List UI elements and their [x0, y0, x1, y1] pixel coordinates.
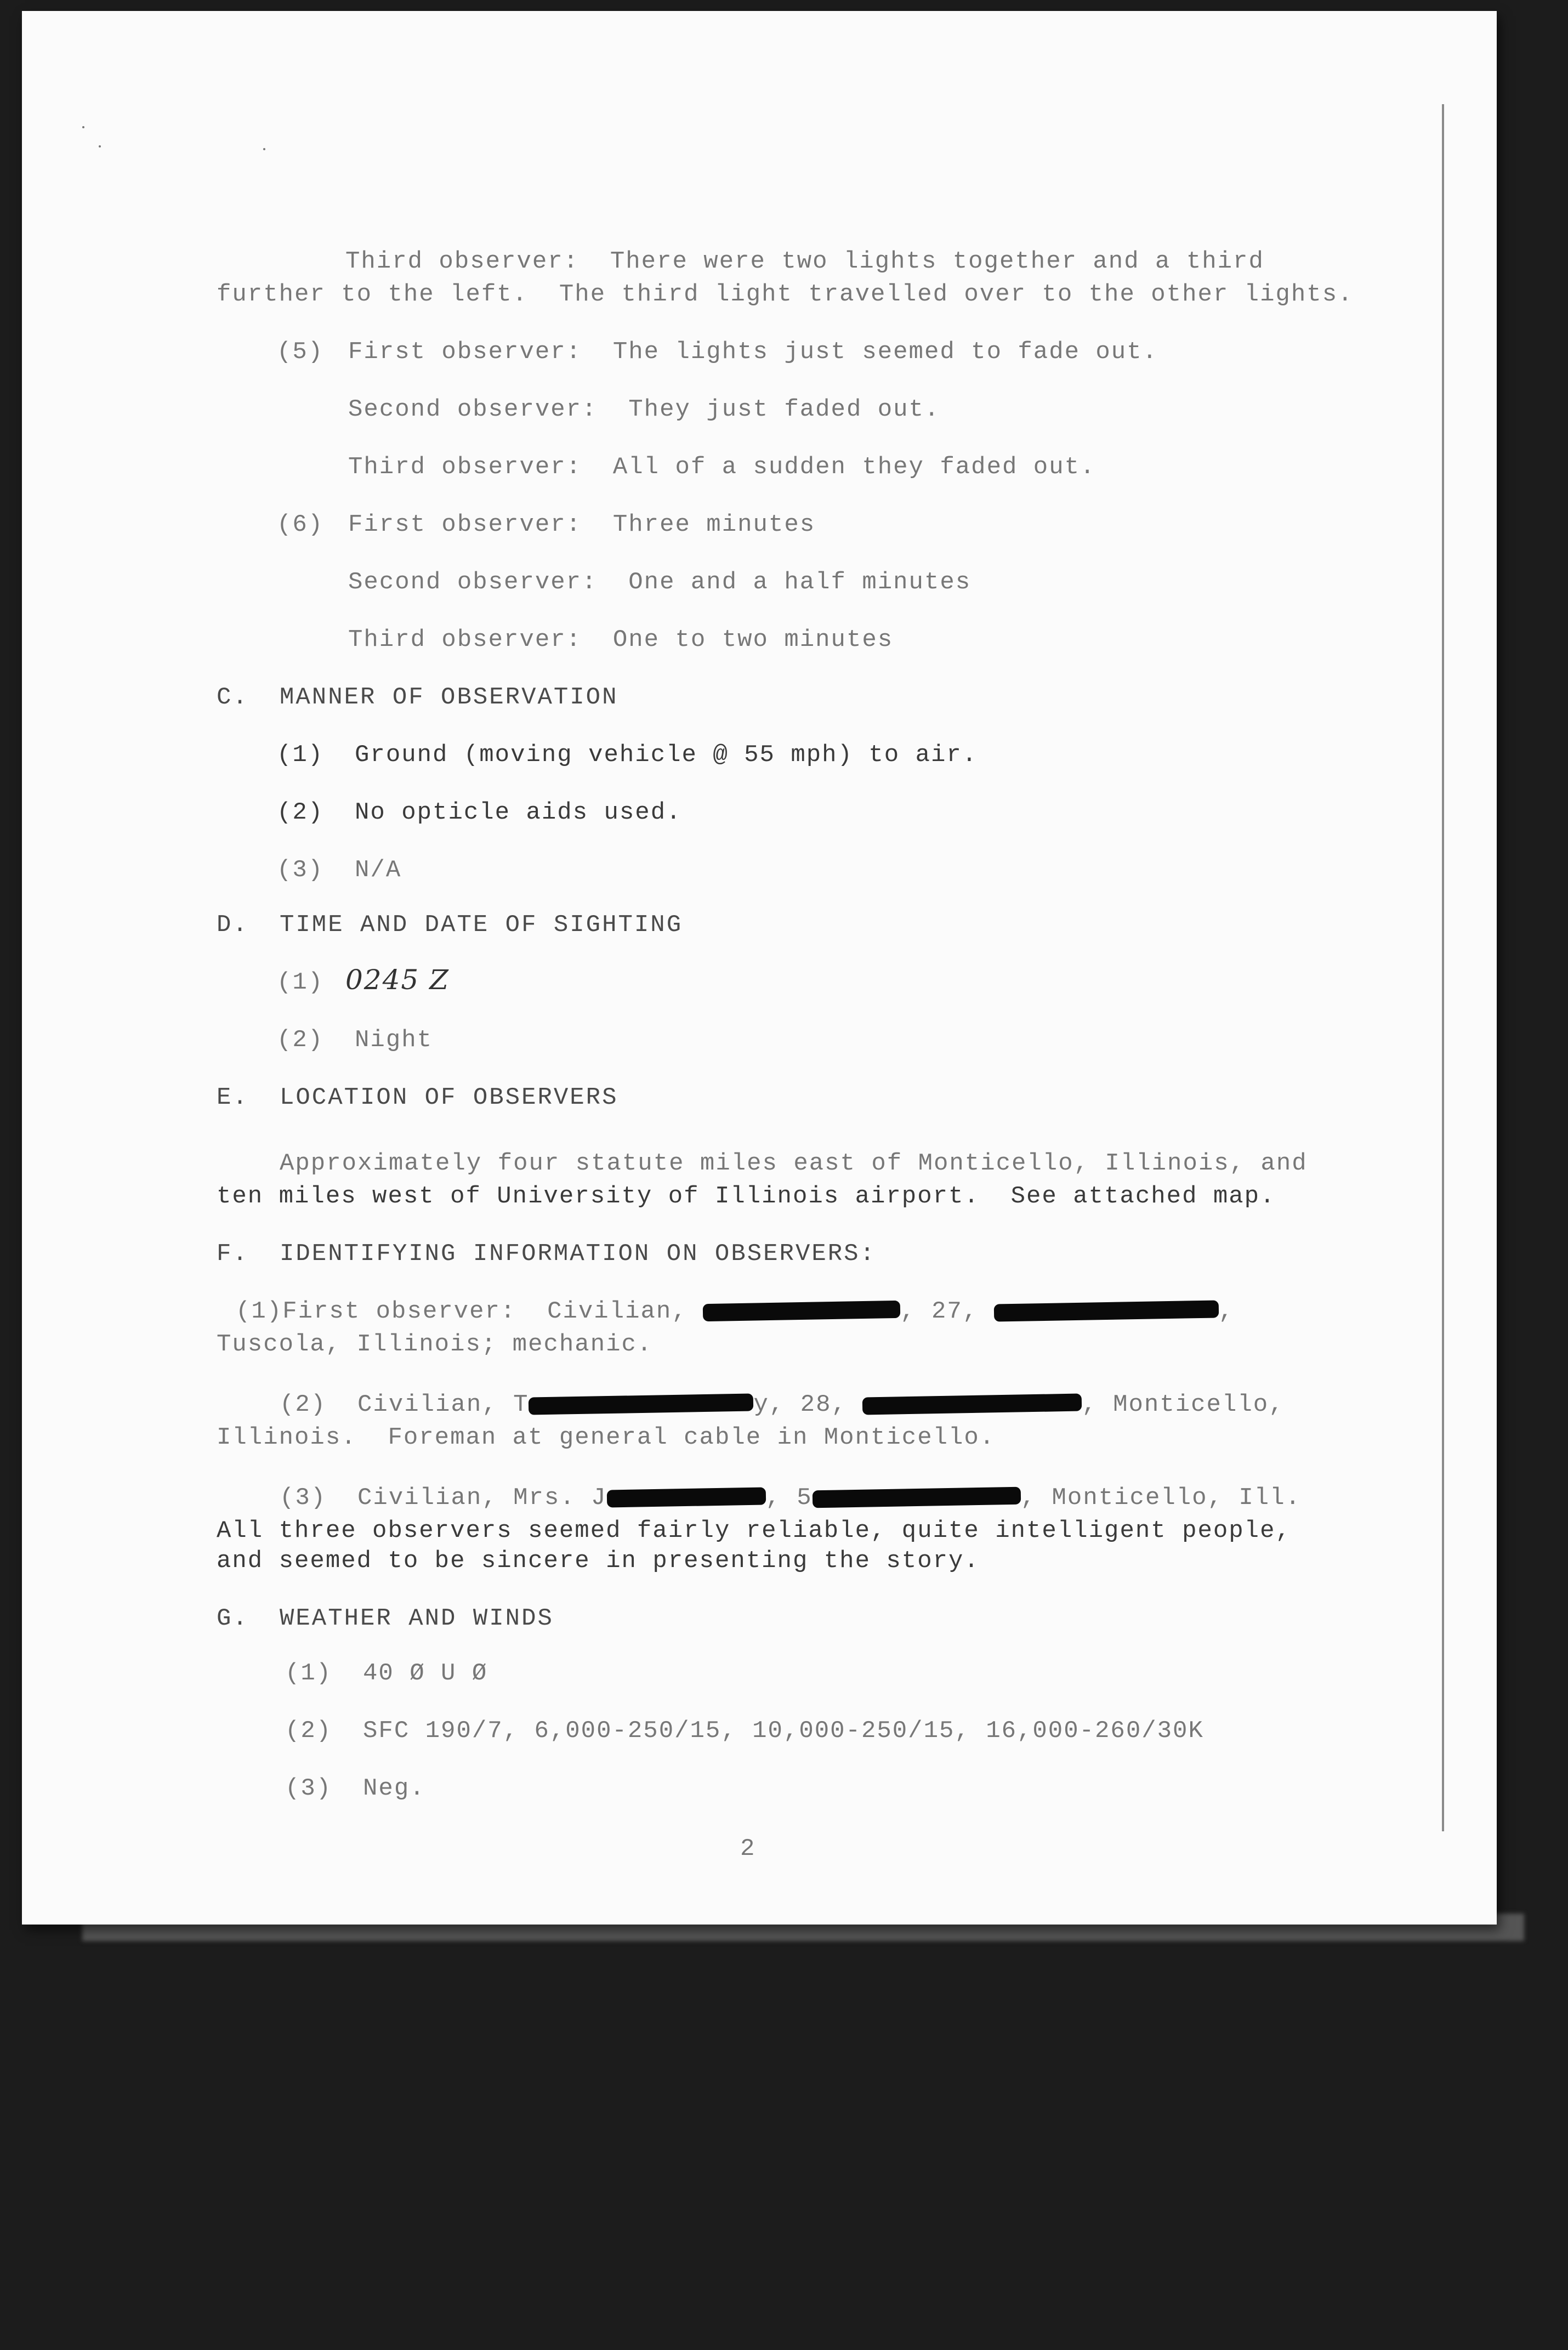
section-e-text-line2: ten miles west of University of Illinois airport. See attached map.	[217, 1183, 1276, 1210]
section-d-item2: (2) Night	[277, 1026, 433, 1054]
section-f-item3-line2: All three observers seemed fairly reliable, quite intelligent people,	[217, 1517, 1291, 1545]
section-c-letter: C.	[217, 684, 249, 711]
section-c-item3: (3) N/A	[277, 856, 402, 884]
document-page	[22, 11, 1497, 1925]
item5-third-observer: Third observer: All of a sudden they faded out.	[348, 453, 1096, 481]
item6-second-observer: Second observer: One and a half minutes	[348, 569, 972, 596]
redaction-bar	[862, 1394, 1082, 1415]
item5-first-observer: First observer: The lights just seemed to fade out.	[348, 338, 1158, 366]
section-g-letter: G.	[217, 1605, 249, 1632]
section-f-title: IDENTIFYING INFORMATION ON OBSERVERS:	[280, 1240, 876, 1268]
section-e-text-line1: Approximately four statute miles east of Monticello, Illinois, and	[280, 1150, 1308, 1177]
dust-speck	[263, 148, 265, 150]
third-observer-4-line2: further to the left. The third light travelled over to the other lights.	[217, 281, 1354, 308]
item6-first-observer: First observer: Three minutes	[348, 511, 816, 538]
section-e-title: LOCATION OF OBSERVERS	[280, 1084, 618, 1111]
redaction-bar	[606, 1488, 766, 1508]
section-g-item3: (3) Neg.	[285, 1775, 425, 1802]
third-observer-4-line1: Third observer: There were two lights together and a third	[345, 248, 1264, 275]
underlying-sheet-edge	[1442, 104, 1444, 1831]
item6-third-observer: Third observer: One to two minutes	[348, 626, 894, 654]
page-number: 2	[740, 1835, 756, 1863]
section-g-title: WEATHER AND WINDS	[280, 1605, 554, 1632]
redaction-bar	[812, 1487, 1021, 1508]
section-c-title: MANNER OF OBSERVATION	[280, 684, 618, 711]
dust-speck	[82, 126, 84, 128]
section-d-item1-handwritten-time: 0245 Z	[345, 964, 450, 996]
section-f-item1-line1: (1)First observer: Civilian, , 27, ,	[236, 1298, 1234, 1325]
redaction-bar	[529, 1394, 753, 1415]
section-c-item2: (2) No opticle aids used.	[277, 799, 682, 826]
item5-second-observer: Second observer: They just faded out.	[348, 396, 940, 423]
section-f-letter: F.	[217, 1240, 249, 1268]
section-d-title: TIME AND DATE OF SIGHTING	[280, 911, 683, 939]
section-f-item2-line1: (2) Civilian, T y, 28, , Monticello,	[280, 1391, 1285, 1418]
section-f-item2-line2: Illinois. Foreman at general cable in Monticello.	[217, 1424, 996, 1451]
section-f-item3-line1: (3) Civilian, Mrs. J , 5 , Monticello, Ill.	[280, 1484, 1301, 1512]
section-d-item1-number: (1)	[277, 969, 324, 996]
item5-number: (5)	[277, 338, 324, 366]
redaction-bar	[703, 1301, 901, 1321]
section-c-item1: (1) Ground (moving vehicle @ 55 mph) to air.	[277, 741, 978, 769]
section-f-item1-line2: Tuscola, Illinois; mechanic.	[217, 1331, 653, 1358]
redaction-bar	[993, 1301, 1218, 1322]
dust-speck	[99, 145, 101, 147]
section-g-item2: (2) SFC 190/7, 6,000-250/15, 10,000-250/15, 16,000-260/30K	[285, 1717, 1204, 1745]
section-f-item3-line3: and seemed to be sincere in presenting the story.	[217, 1547, 980, 1575]
section-e-letter: E.	[217, 1084, 249, 1111]
section-d-letter: D.	[217, 911, 249, 939]
section-g-item1: (1) 40 Ø U Ø	[285, 1660, 488, 1687]
item6-number: (6)	[277, 511, 324, 538]
